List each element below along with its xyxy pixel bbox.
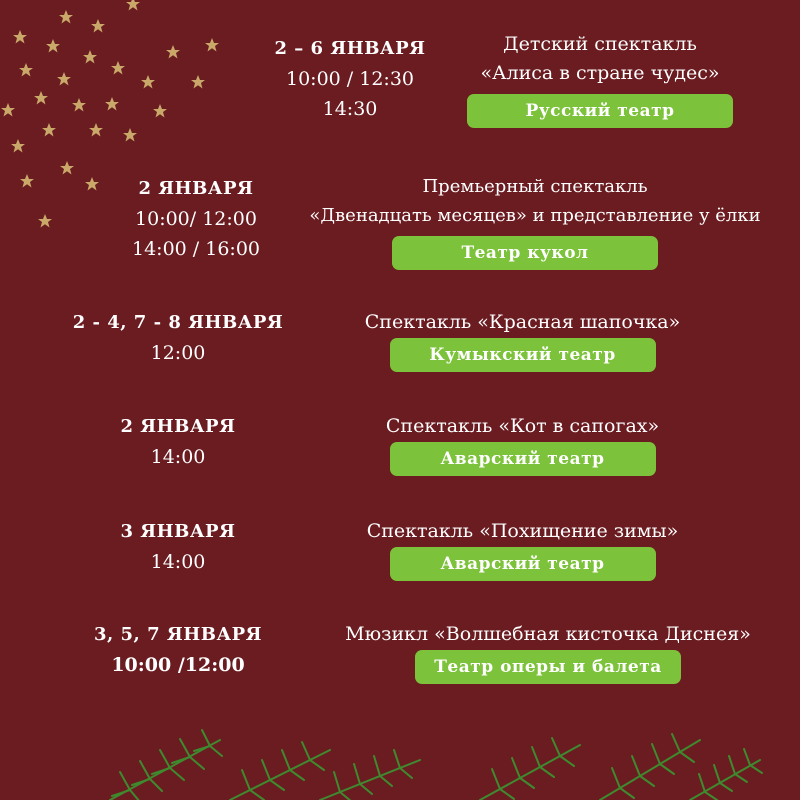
event-1-time-1: 10:00 / 12:30	[286, 68, 414, 90]
event-3-date: 2 - 4, 7 - 8 ЯНВАРЯ	[72, 312, 284, 333]
event-1-date: 2 – 6 ЯНВАРЯ	[274, 38, 426, 59]
event-1-schedule	[230, 34, 470, 124]
event-3-info	[340, 308, 705, 372]
event-2-time-1: 10:00/ 12:00	[135, 208, 257, 230]
event-6-date: 3, 5, 7 ЯНВАРЯ	[93, 624, 263, 645]
event-6-time-1: 10:00 /12:00	[111, 654, 245, 676]
event-5-date: 3 ЯНВАРЯ	[120, 521, 236, 542]
event-6-title-line-1: Мюзикл «Волшебная кисточка Диснея»	[345, 623, 751, 645]
event-3-schedule	[58, 308, 298, 368]
event-5-info	[335, 517, 710, 581]
event-2-venue-badge[interactable]: Театр кукол	[392, 236, 658, 270]
event-4-info	[360, 412, 685, 476]
event-2-info	[280, 172, 790, 270]
event-6-venue-badge[interactable]: Театр оперы и балета	[415, 650, 681, 684]
event-5-title-line-1: Спектакль «Похищение зимы»	[366, 520, 679, 542]
event-1-title-line-2: «Алиса в стране чудес»	[480, 62, 720, 84]
event-2-title-line-1: Премьерный спектакль	[422, 176, 648, 197]
event-2-date: 2 ЯНВАРЯ	[138, 178, 254, 199]
event-1-venue-badge[interactable]: Русский театр	[467, 94, 733, 128]
event-6-info	[308, 620, 788, 684]
event-4-schedule	[58, 412, 298, 472]
event-3-title-line-1: Спектакль «Красная шапочка»	[364, 311, 681, 333]
event-2-time-2: 14:00 / 16:00	[132, 238, 260, 260]
event-5-time-1: 14:00	[150, 551, 206, 573]
event-3-time-1: 12:00	[150, 342, 206, 364]
event-4-title-line-1: Спектакль «Кот в сапогах»	[385, 415, 660, 437]
event-3-venue-badge[interactable]: Кумыкский театр	[390, 338, 656, 372]
event-1-time-2: 14:30	[322, 98, 378, 120]
event-4-venue-badge[interactable]: Аварский театр	[390, 442, 656, 476]
event-6-schedule	[58, 620, 298, 680]
event-1-info	[460, 30, 740, 128]
event-5-venue-badge[interactable]: Аварский театр	[390, 547, 656, 581]
event-4-date: 2 ЯНВАРЯ	[120, 416, 236, 437]
event-2-title-line-2: «Двенадцать месяцев» и представление у ёлки	[309, 205, 761, 226]
event-5-schedule	[58, 517, 298, 577]
event-4-time-1: 14:00	[150, 446, 206, 468]
event-1-title-line-1: Детский спектакль	[503, 33, 697, 55]
pine-branches-decoration	[0, 720, 800, 800]
